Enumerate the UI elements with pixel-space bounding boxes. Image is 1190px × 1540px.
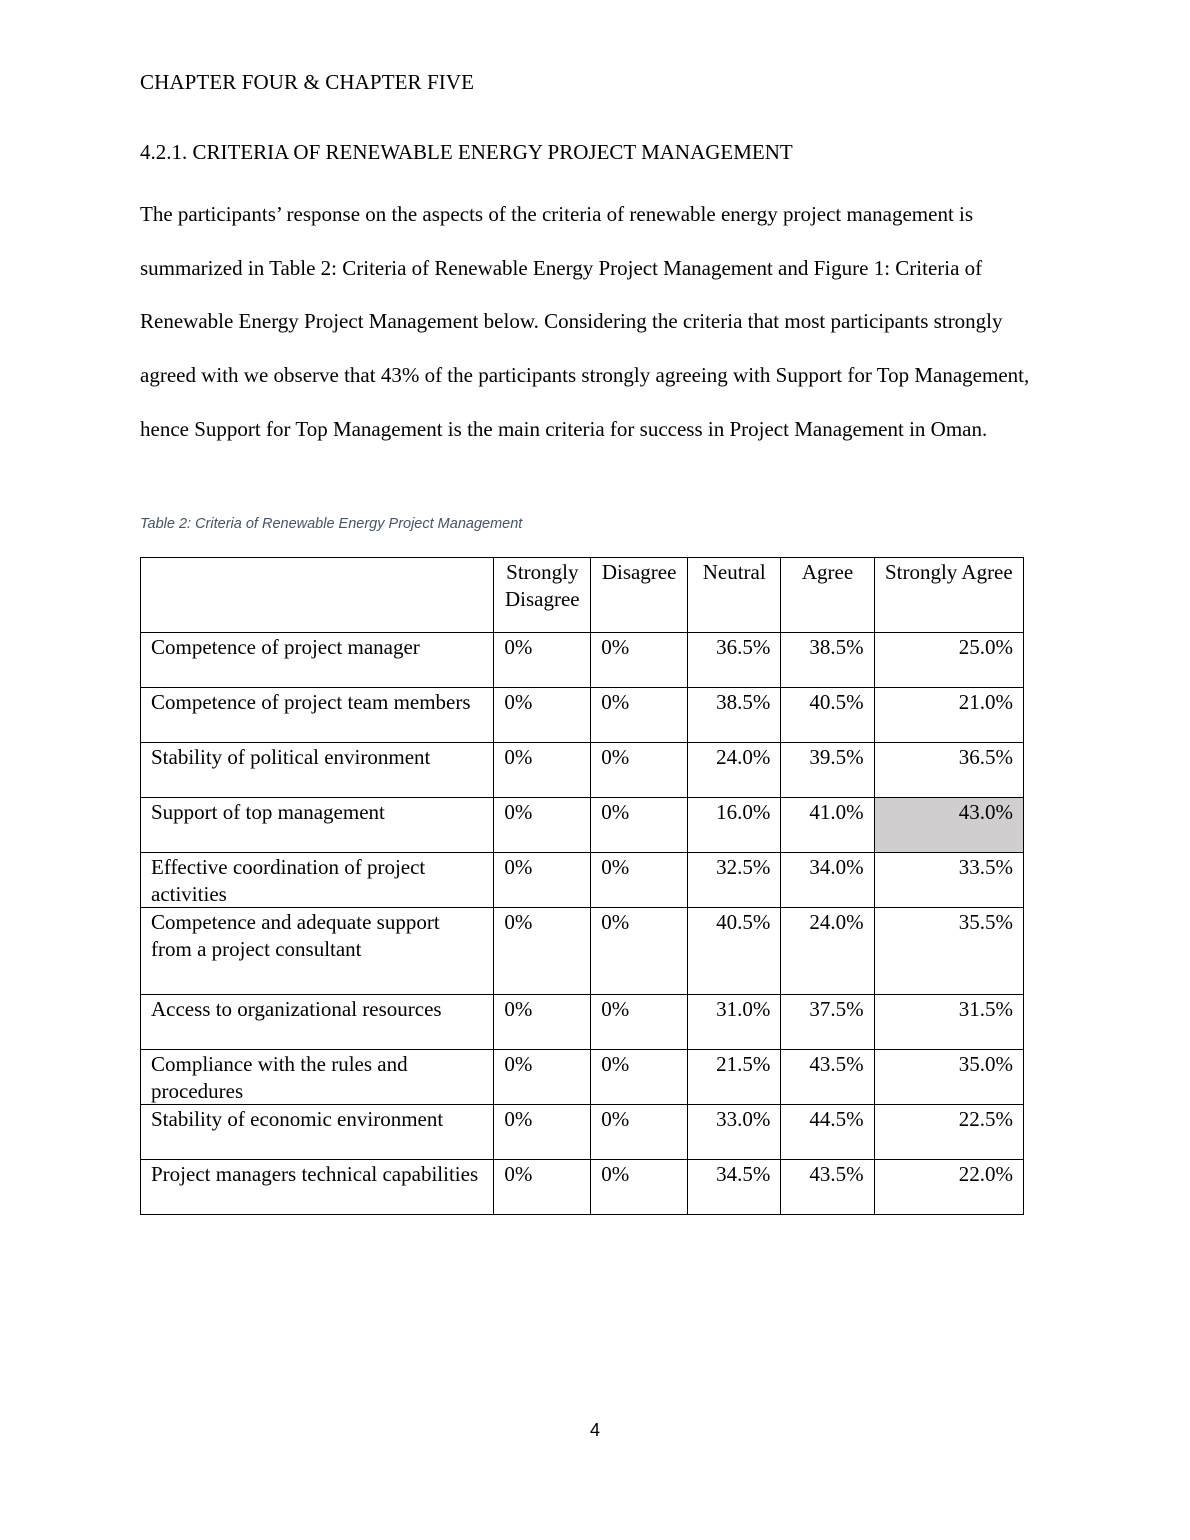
header-neutral: Neutral	[688, 558, 781, 633]
cell-neutral: 40.5%	[688, 908, 781, 995]
cell-strongly-agree: 33.5%	[874, 853, 1023, 908]
cell-disagree: 0%	[591, 1050, 688, 1105]
cell-neutral: 32.5%	[688, 853, 781, 908]
header-disagree: Disagree	[591, 558, 688, 633]
row-label: Competence of project manager	[141, 633, 494, 688]
cell-agree: 44.5%	[781, 1105, 874, 1160]
cell-strongly-agree: 25.0%	[874, 633, 1023, 688]
cell-neutral: 24.0%	[688, 743, 781, 798]
cell-strongly-agree: 31.5%	[874, 995, 1023, 1050]
cell-agree: 43.5%	[781, 1160, 874, 1215]
cell-neutral: 31.0%	[688, 995, 781, 1050]
cell-disagree: 0%	[591, 1160, 688, 1215]
cell-disagree: 0%	[591, 995, 688, 1050]
table-row	[141, 633, 1024, 688]
cell-strongly-disagree: 0%	[494, 995, 591, 1050]
table-row	[141, 908, 1024, 995]
cell-strongly-agree: 35.0%	[874, 1050, 1023, 1105]
cell-strongly-disagree: 0%	[494, 853, 591, 908]
cell-disagree: 0%	[591, 798, 688, 853]
table-caption: Table 2: Criteria of Renewable Energy Project Management	[140, 516, 523, 532]
cell-agree: 40.5%	[781, 688, 874, 743]
table-row	[141, 1105, 1024, 1160]
header-criteria	[141, 558, 494, 633]
cell-neutral: 21.5%	[688, 1050, 781, 1105]
row-label: Competence of project team members	[141, 688, 494, 743]
cell-strongly-disagree: 0%	[494, 1160, 591, 1215]
cell-strongly-agree: 35.5%	[874, 908, 1023, 995]
cell-strongly-agree: 22.0%	[874, 1160, 1023, 1215]
table-row	[141, 1050, 1024, 1105]
criteria-table	[140, 557, 1024, 1215]
cell-strongly-disagree: 0%	[494, 743, 591, 798]
cell-neutral: 16.0%	[688, 798, 781, 853]
row-label: Competence and adequate support from a project consultant	[141, 908, 494, 995]
row-label: Project managers technical capabilities	[141, 1160, 494, 1215]
cell-strongly-disagree: 0%	[494, 633, 591, 688]
table-row	[141, 853, 1024, 908]
cell-neutral: 34.5%	[688, 1160, 781, 1215]
cell-disagree: 0%	[591, 853, 688, 908]
cell-agree: 43.5%	[781, 1050, 874, 1105]
cell-agree: 24.0%	[781, 908, 874, 995]
cell-neutral: 33.0%	[688, 1105, 781, 1160]
cell-disagree: 0%	[591, 743, 688, 798]
cell-agree: 37.5%	[781, 995, 874, 1050]
table-row	[141, 798, 1024, 853]
cell-agree: 41.0%	[781, 798, 874, 853]
cell-strongly-disagree: 0%	[494, 908, 591, 995]
cell-disagree: 0%	[591, 908, 688, 995]
row-label: Stability of economic environment	[141, 1105, 494, 1160]
row-label: Stability of political environment	[141, 743, 494, 798]
cell-disagree: 0%	[591, 688, 688, 743]
cell-strongly-agree: 22.5%	[874, 1105, 1023, 1160]
cell-strongly-disagree: 0%	[494, 1105, 591, 1160]
table-row	[141, 995, 1024, 1050]
body-paragraph: The participants’ response on the aspects of the criteria of renewable energy project management is summarized in Table 2: Criteria of Renewable Energy Project Management and Figure 1: Criteria of Renewable Energy Project Management below. Considering the criteria that most participants strongly agreed with we observe that 43% of the participants strongly agreeing with Support for Top Management, hence Support for Top Management is the main criteria for success in Project Management in Oman.	[140, 202, 1030, 441]
cell-agree: 38.5%	[781, 633, 874, 688]
cell-strongly-disagree: 0%	[494, 1050, 591, 1105]
header-strongly-disagree: Strongly Disagree	[494, 558, 591, 633]
table-row	[141, 1160, 1024, 1215]
header-strongly-agree: Strongly Agree	[874, 558, 1023, 633]
row-label: Support of top management	[141, 798, 494, 853]
cell-disagree: 0%	[591, 1105, 688, 1160]
cell-agree: 34.0%	[781, 853, 874, 908]
header-agree: Agree	[781, 558, 874, 633]
cell-neutral: 36.5%	[688, 633, 781, 688]
cell-neutral: 38.5%	[688, 688, 781, 743]
section-heading: 4.2.1. CRITERIA OF RENEWABLE ENERGY PROJECT MANAGEMENT	[140, 140, 793, 164]
row-label: Access to organizational resources	[141, 995, 494, 1050]
cell-strongly-disagree: 0%	[494, 688, 591, 743]
table-row	[141, 743, 1024, 798]
cell-disagree: 0%	[591, 633, 688, 688]
table-header-row	[141, 558, 1024, 633]
cell-agree: 39.5%	[781, 743, 874, 798]
cell-strongly-disagree: 0%	[494, 798, 591, 853]
table-row	[141, 688, 1024, 743]
row-label: Compliance with the rules and procedures	[141, 1050, 494, 1105]
row-label: Effective coordination of project activities	[141, 853, 494, 908]
cell-strongly-agree: 21.0%	[874, 688, 1023, 743]
page-number: 4	[589, 1420, 600, 1440]
cell-strongly-agree-highlighted: 43.0%	[874, 798, 1023, 853]
cell-strongly-agree: 36.5%	[874, 743, 1023, 798]
running-head: CHAPTER FOUR & CHAPTER FIVE	[140, 70, 475, 94]
